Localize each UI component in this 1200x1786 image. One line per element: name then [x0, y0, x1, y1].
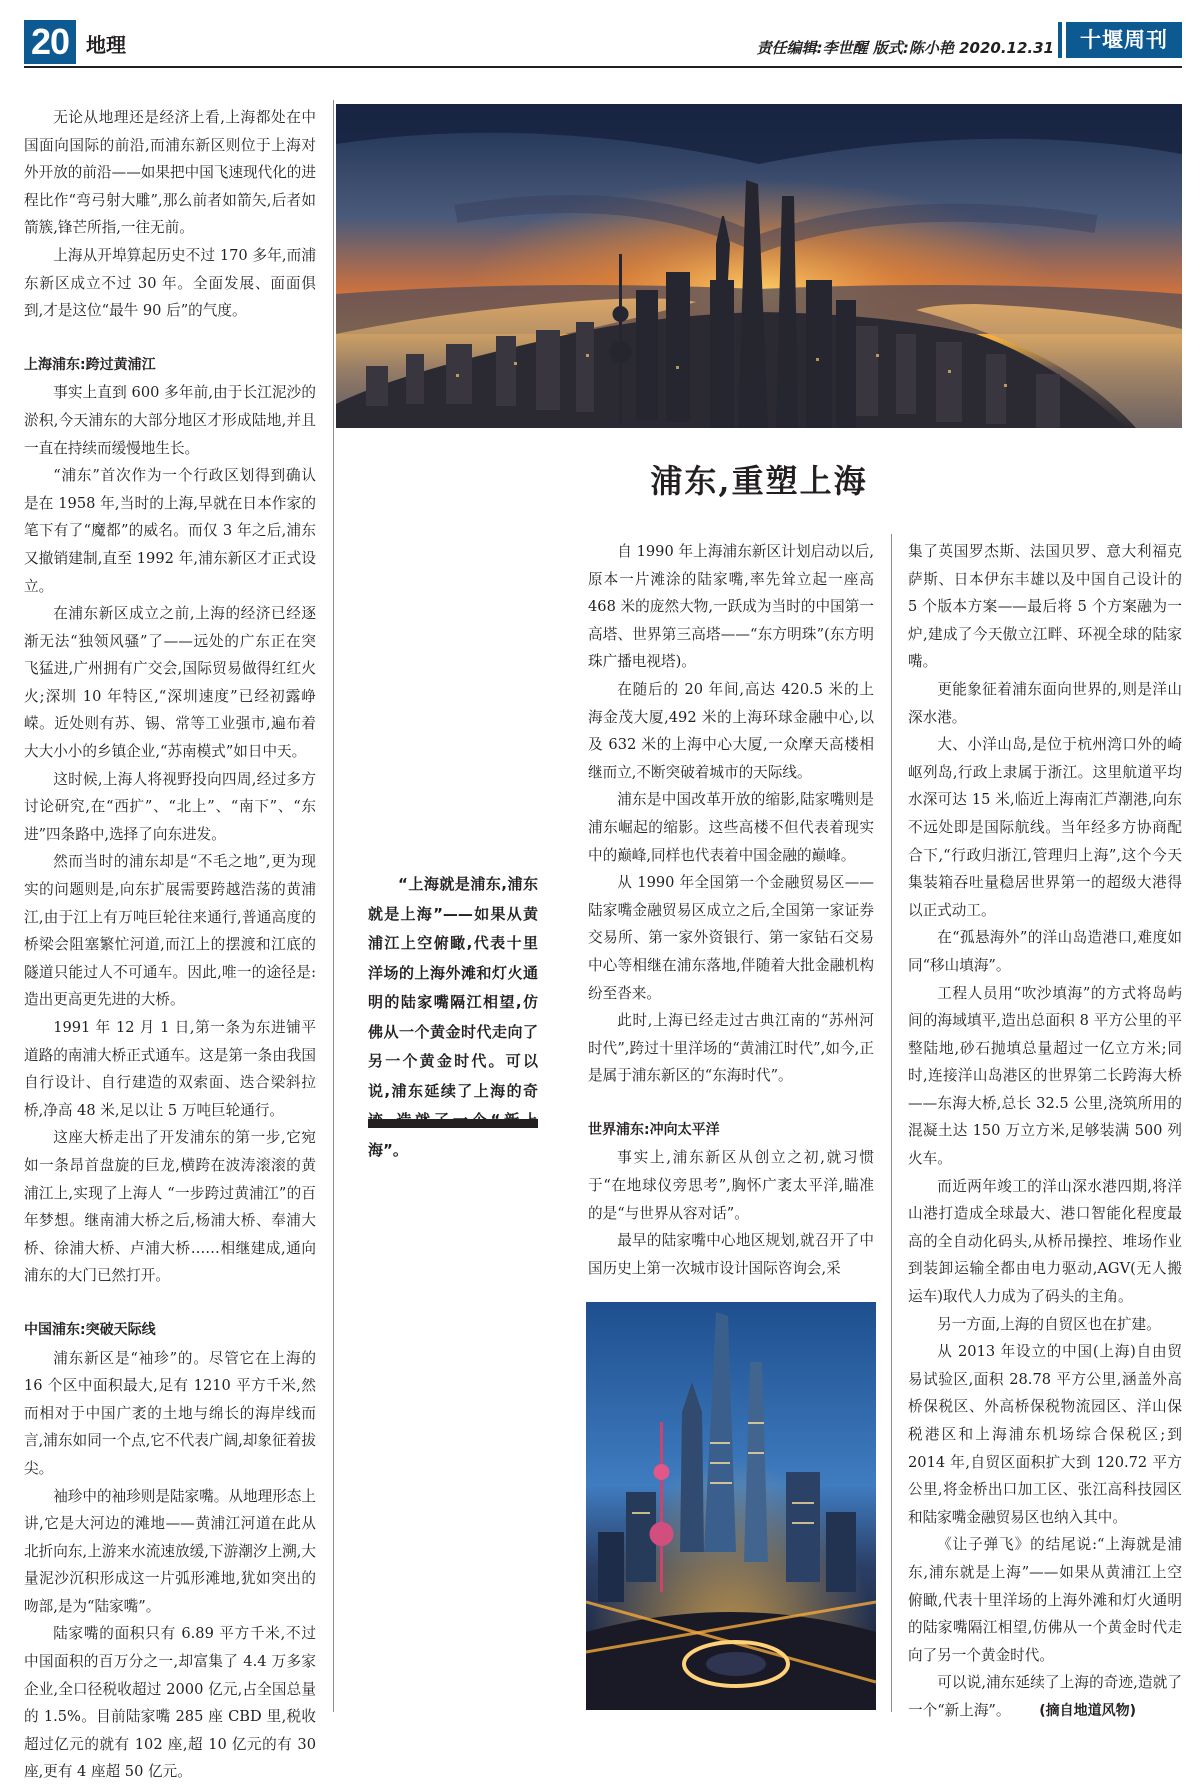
masthead-accent — [1058, 22, 1062, 58]
paragraph: 上海从开埠算起历史不过 170 多年,而浦东新区成立不过 30 年。全面发展、面面俱到,才是这位“最牛 90 后”的气度。 — [24, 246, 316, 320]
paragraph: 陆家嘴的面积只有 6.89 平方千米,不过中国面积的百万分之一,却富集了 4.4 万多家企业,全口径税收超过 2000 亿元,占全国总量的 1.5%。目前陆家嘴 285 座 CBD 里,税收超过亿元的就有 102 座,超 10 亿元的有 30 座,更有 4 座超 50 亿元。 — [24, 1625, 316, 1781]
paragraph: 从 1990 年全国第一个金融贸易区——陆家嘴金融贸易区成立之后,全国第一家证券交易所、第一家外资银行、第一家钻石交易中心等相继在浦东落地,伴随着大批金融机构纷至沓来。 — [588, 874, 874, 1002]
paragraph: 《让子弹飞》的结尾说:“上海就是浦东,浦东就是上海”——如果从黄浦江上空俯瞰,代表十里洋场的上海外滩和灯火通明的陆家嘴隔江相望,仿佛从一个黄金时代走向了另一个黄金时代。 — [908, 1536, 1182, 1664]
skyline-sunset-photo — [336, 104, 1182, 428]
section-heading-pacific: 世界浦东:冲向太平洋 — [588, 1121, 720, 1138]
paragraph: 而近两年竣工的洋山深水港四期,将洋山港打造成全球最大、港口智能化程度最高的全自动化码头,从桥吊操控、堆场作业到装卸运输全都由电力驱动,AGV(无人搬运车)取代人力成为了码头的主角。 — [908, 1177, 1182, 1306]
page-number: 20 — [24, 20, 76, 64]
pull-quote-text: “上海就是浦东,浦东就是上海”——如果从黄浦江上空俯瞰,代表十里洋场的上海外滩和灯火通明的陆家嘴隔江相望,仿佛从一个黄金时代走向了另一个黄金时代。可以说,浦东延续了上海的奇 海”。 — [368, 875, 538, 1159]
paragraph: 浦东新区是“袖珍”的。尽管它在上海的 16 个区中面积最大,足有 1210 平方千米,然而相对于中国广袤的土地与绵长的海岸线而言,浦东如同一个点,它不代表广阔,却象征着拔尖。 — [24, 1349, 316, 1477]
paragraph: 袖珍中的袖珍则是陆家嘴。从地理形态上讲,它是大河边的滩地——黄浦江河道在此从北折向东,上游来水流速放缓,下游潮汐上溯,大量泥沙沉积形成这一片弧形滩地,犹如突出的吻部,是为“陆家嘴”。 — [24, 1487, 316, 1615]
section-heading-bridge: 上海浦东:跨过黄浦江 — [24, 356, 156, 373]
paragraph: 集了英国罗杰斯、法国贝罗、意大利福克萨斯、日本伊东丰雄以及中国自己设计的 5 个版本方案——最后将 5 个方案融为一炉,建成了今天傲立江畔、环视全球的陆家嘴。 — [908, 543, 1182, 671]
paragraph: 此时,上海已经走过古典江南的“苏州河时代”,跨过十里洋场的“黄浦江时代”,如今,正是属于浦东新区的“东海时代”。 — [588, 1012, 874, 1085]
paragraph: 事实上,浦东新区从创立之初,就习惯于“在地球仪旁思考”,胸怀广袤太平洋,瞄准的是“与世界从容对话”。 — [588, 1149, 874, 1222]
column-3 — [908, 538, 1182, 1725]
paragraph: 工程人员用“吹沙填海”的方式将岛屿间的海域填平,造出总面积 8 平方公里的平整陆地,砂石抛填总量超过一亿立方米;同时,连接洋山岛港区的世界第二长跨海大桥——东海大桥,总长 32.5 公里,浇筑所用的混凝土达 150 万立方米,足够装满 500 列火车。 — [908, 984, 1182, 1168]
paragraph: 可以说,浦东延续了上海的奇迹,造就了一个“新上海”。 — [908, 1674, 1182, 1719]
paragraph: 更能象征着浦东面向世界的,则是洋山深水港。 — [908, 680, 1182, 726]
paragraph: 事实上直到 600 多年前,由于长江泥沙的淤积,今天浦东的大部分地区才形成陆地,并且一直在持续而缓慢地生长。 — [24, 384, 316, 457]
pull-quote-bar — [368, 1119, 538, 1128]
column-1 — [24, 104, 316, 1786]
paragraph: 无论从地理还是经济上看,上海都处在中国面向国际的前沿,而浦东新区则位于上海对外开放的前沿——如果把中国飞速现代化的进程比作“弯弓射大雕”,那么前者如箭矢,后者如箭簇,锋芒所指,一往无前。 — [24, 109, 316, 237]
editor-credits: 责任编辑:李世醒 版式:陈小艳 2020.12.31 — [756, 39, 1054, 57]
header-divider — [24, 66, 1182, 68]
paragraph: 在浦东新区成立之前,上海的经济已经逐渐无法“独领风骚”了——远处的广东正在突飞猛进,广州拥有广交会,国际贸易做得红红火火;深圳 10 年特区,“深圳速度”已经初露峥嵘。近处则有苏、锡、常等工业强市,遍布着大大小小的乡镇企业,“苏南模式”如日中天。 — [24, 605, 316, 761]
paragraph: 最早的陆家嘴中心地区规划,就召开了中国历史上第一次城市设计国际咨询会,采 — [588, 1232, 874, 1277]
paragraph: 在“孤悬海外”的洋山岛造港口,难度如同“移山填海”。 — [908, 929, 1182, 974]
column-divider — [891, 534, 892, 1712]
column-2 — [588, 538, 874, 1282]
paragraph: 浦东是中国改革开放的缩影,陆家嘴则是浦东崛起的缩影。这些高楼不但代表着现实中的巅峰,同样也代表着中国金融的巅峰。 — [588, 791, 874, 864]
paragraph: 自 1990 年上海浦东新区计划启动以后,原本一片滩涂的陆家嘴,率先耸立起一座高 468 米的庞然大物,一跃成为当时的中国第一高塔、世界第三高塔——“东方明珠”(东方明珠广播电视塔)。 — [588, 543, 874, 671]
paragraph: 另一方面,上海的自贸区也在扩建。 — [937, 1315, 1161, 1333]
column-divider — [333, 100, 334, 1712]
paragraph: 这座大桥走出了开发浦东的第一步,它宛如一条昂首盘旋的巨龙,横跨在波涛滚滚的黄浦江上,实现了上海人 “一步跨过黄浦江”的百年梦想。继南浦大桥之后,杨浦大桥、奉浦大桥、徐浦大桥、卢浦大桥……相继建成,通向浦东的大门已然打开。 — [24, 1129, 316, 1285]
lujiazui-night-photo — [586, 1302, 876, 1710]
paragraph: 这时候,上海人将视野投向四周,经过多方讨论研究,在“西扩”、“北上”、“南下”、“东进”四条路中,选择了向东进发。 — [24, 770, 316, 843]
article-title: 浦东,重塑上海 — [650, 462, 868, 500]
paragraph: 大、小洋山岛,是位于杭州湾口外的崎岖列岛,行政上隶属于浙江。这里航道平均水深可达 15 米,临近上海南汇芦潮港,向东不远处即是国际航线。当年经多方协商配合下,“行政归浙江,管理归上海”,这个今天集装箱吞吐量稳居世界第一的超级大港得以正式动工。 — [908, 736, 1182, 919]
paragraph: 在随后的 20 年间,高达 420.5 米的上海金茂大厦,492 米的上海环球金融中心,以及 632 米的上海中心大厦,一众摩天高楼相继而立,不断突破着城市的天际线。 — [588, 680, 874, 781]
section-heading-skyline: 中国浦东:突破天际线 — [24, 1321, 156, 1338]
article-source: (摘自地道风物) — [1039, 1703, 1136, 1719]
paragraph: 从 2013 年设立的中国(上海)自由贸易试验区,面积 28.78 平方公里,涵盖外高桥保税区、外高桥保税物流园区、洋山保税港区和上海浦东机场综合保税区;到 2014 年,自贸区面积扩大到 120.72 平方公里,将金桥出口加工区、张江高科技园区和陆家嘴金融贸易区也纳入其中。 — [908, 1343, 1182, 1526]
section-label: 地理 — [86, 33, 126, 57]
masthead-logo: 十堰周刊 — [1066, 22, 1182, 58]
paragraph: 1991 年 12 月 1 日,第一条为东进铺平道路的南浦大桥正式通车。这是第一条由我国自行设计、自行建造的双索面、迭合梁斜拉桥,净高 48 米,足以让 5 万吨巨轮通行。 — [24, 1019, 316, 1119]
paragraph: “浦东”首次作为一个行政区划得到确认是在 1958 年,当时的上海,早就在日本作家的笔下有了“魔都”的威名。而仅 3 年之后,浦东又撤销建制,直至 1992 年,浦东新区才正式设立。 — [24, 467, 316, 595]
paragraph: 然而当时的浦东却是“不毛之地”,更为现实的问题则是,向东扩展需要跨越浩荡的黄浦江,由于江上有万吨巨轮往来通行,普通高度的桥梁会阻塞繁忙河道,而江上的摆渡和江底的隧道只能过人不可通车。因此,唯一的途径是:造出更高更先进的大桥。 — [24, 853, 316, 1009]
